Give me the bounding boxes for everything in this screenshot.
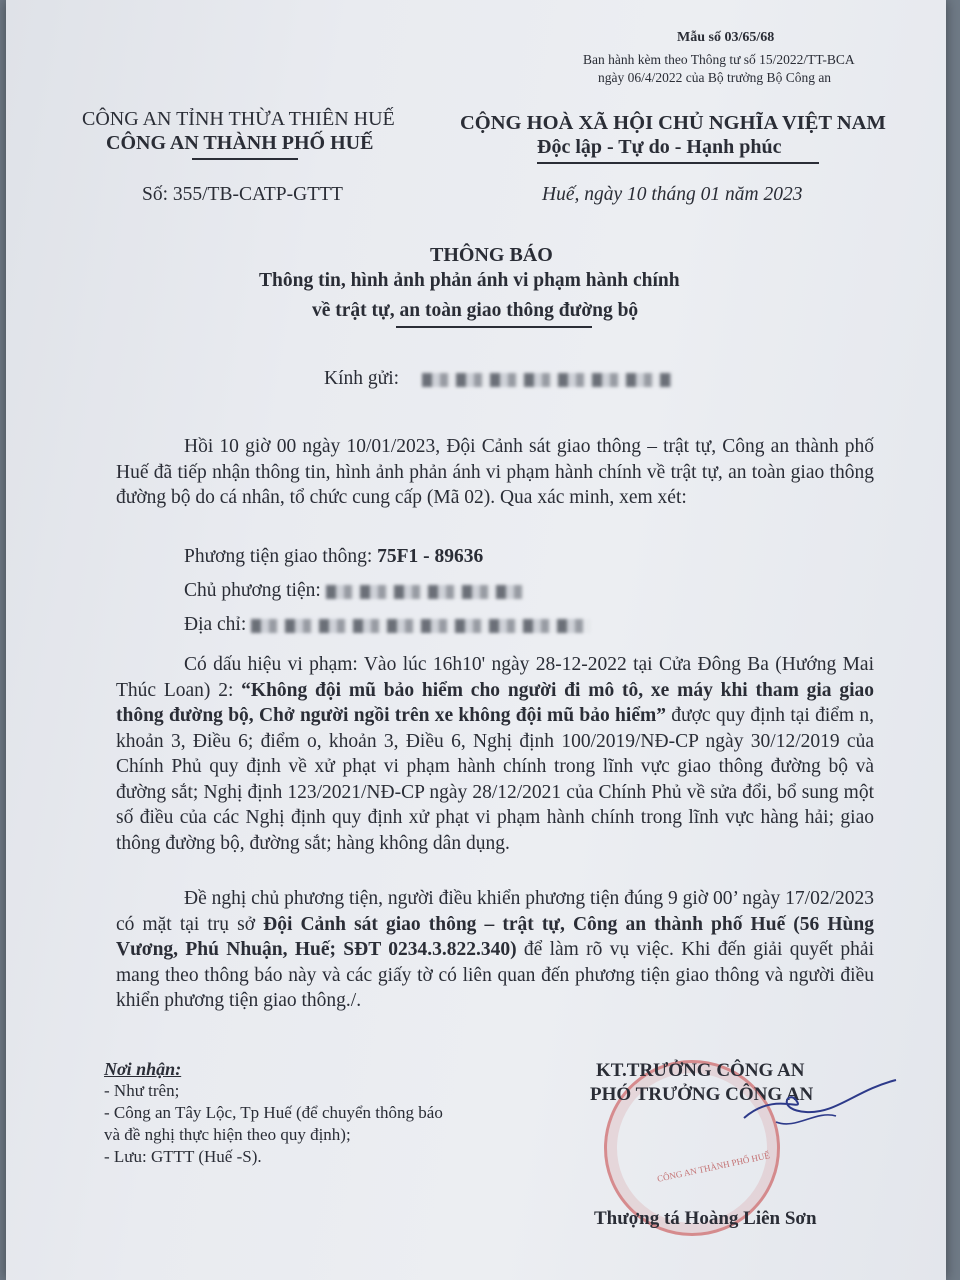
address-label: Địa chỉ: — [184, 614, 252, 635]
violation-prefix: Có dấu hiệu vi phạm: Vào lúc 16h10' ngày 28-12-2022 tại Cửa Đông Ba (Hướng Mai Thúc Loan) 2: — [116, 654, 874, 701]
vehicle-plate: 75F1 - 89636 — [377, 546, 484, 567]
recipient-item: - Như trên; — [104, 1081, 180, 1100]
nation-title: CỘNG HOÀ XÃ HỘI CHỦ NGHĨA VIỆT NAM — [460, 112, 886, 134]
notice-title: THÔNG BÁO — [430, 244, 553, 266]
stamp-text: CÔNG AN THÀNH PHỐ HUẾ — [656, 1150, 771, 1184]
redacted-address — [251, 619, 591, 633]
form-number: Mẫu số 03/65/68 — [677, 30, 775, 45]
violation-description: “Không đội mũ bảo hiểm cho người đi mô tô, xe máy khi tham gia giao thông đường bộ, Chở người ngồi trên xe không đội mũ bảo hiểm” — [116, 679, 874, 726]
agency-parent: CÔNG AN TỈNH THỪA THIÊN HUẾ — [82, 108, 395, 130]
document-page — [6, 0, 946, 1280]
violation-paragraph — [116, 652, 874, 856]
vehicle-label: Phương tiện giao thông: — [184, 546, 378, 567]
signature-title-2: PHÓ TRƯỞNG CÔNG AN — [590, 1084, 814, 1105]
document-number: Số: 355/TB-CATP-GTTT — [142, 184, 343, 205]
recipient-item: và đề nghị thực hiện theo quy định); — [104, 1125, 351, 1144]
recipient-item: - Lưu: GTTT (Huế -S). — [104, 1147, 262, 1166]
vehicle-line — [184, 544, 483, 570]
handwritten-signature — [736, 1070, 906, 1140]
agency-name: CÔNG AN THÀNH PHỐ HUẾ — [106, 132, 374, 154]
notice-subtitle-2: về trật tự, an toàn giao thông đường bộ — [312, 300, 639, 321]
request-suffix: để làm rõ vụ việc. Khi đến giải quyết phải mang theo thông báo này và các giấy tờ có liên quan đến phương tiện giao thông và người điều khiển phương tiện giao thông./. — [116, 939, 874, 1011]
request-location: Đội Cảnh sát giao thông – trật tự, Công an thành phố Huế (56 Hùng Vương, Phú Nhuận, Huế; SĐT 0234.3.822.340) — [116, 913, 874, 960]
greeting-label: Kính gửi: — [324, 368, 400, 389]
form-issued-line2: ngày 06/4/2022 của Bộ trưởng Bộ Công an — [598, 70, 832, 85]
request-paragraph — [116, 886, 874, 1014]
notice-subtitle-1: Thông tin, hình ảnh phản ánh vi phạm hành chính — [259, 270, 680, 291]
redacted-owner — [326, 585, 524, 599]
owner-label: Chủ phương tiện: — [184, 580, 326, 601]
address-line — [184, 612, 591, 638]
intro-paragraph — [116, 434, 874, 511]
violation-legal-basis: được quy định tại điểm n, khoản 3, Điều 6; điểm o, khoản 3, Điều 6, Nghị định 100/2019/NĐ-CP ngày 30/12/2019 của Chính Phủ quy định về xử phạt vi phạm hành chính trong lĩnh vực giao thông đường bộ và đường sắt; Nghị định 123/2021/NĐ-CP ngày 28/12/2021 của Chính Phủ về sửa đổi, bổ sung một số điều của các Nghị định quy định xử phạt vi phạm hành chính trong lĩnh vực hàng hải; giao thông đường bộ, đường sắt; hàng không dân dụng. — [116, 705, 874, 854]
motto-underline — [537, 162, 819, 164]
place-date: Huế, ngày 10 tháng 01 năm 2023 — [542, 184, 803, 205]
form-issued-line1: Ban hành kèm theo Thông tư số 15/2022/TT-BCA — [583, 52, 855, 67]
recipients-block — [104, 1058, 524, 1168]
nation-motto: Độc lập - Tự do - Hạnh phúc — [537, 136, 782, 158]
recipient-item: - Công an Tây Lộc, Tp Huế (để chuyển thông báo — [104, 1103, 443, 1122]
agency-underline — [192, 158, 298, 160]
owner-line — [184, 578, 524, 604]
signer-name: Thượng tá Hoàng Liên Sơn — [594, 1208, 817, 1229]
request-prefix: Đề nghị chủ phương tiện, người điều khiển phương tiện đúng 9 giờ 00’ ngày 17/02/2023 có mặt tại trụ sở — [116, 888, 875, 935]
greeting-line — [324, 366, 672, 392]
intro-text: Hồi 10 giờ 00 ngày 10/01/2023, Đội Cảnh sát giao thông – trật tự, Công an thành phố Huế đã tiếp nhận thông tin, hình ảnh phản ánh vi phạm hành chính về trật tự, an toàn giao thông đường bộ do cá nhân, tổ chức cung cấp (Mã 02). Qua xác minh, xem xét: — [116, 436, 874, 508]
title-underline — [396, 326, 592, 328]
redacted-recipient — [422, 373, 672, 387]
recipients-title: Nơi nhận: — [104, 1059, 182, 1079]
signature-title-1: KT.TRƯỞNG CÔNG AN — [596, 1060, 805, 1081]
